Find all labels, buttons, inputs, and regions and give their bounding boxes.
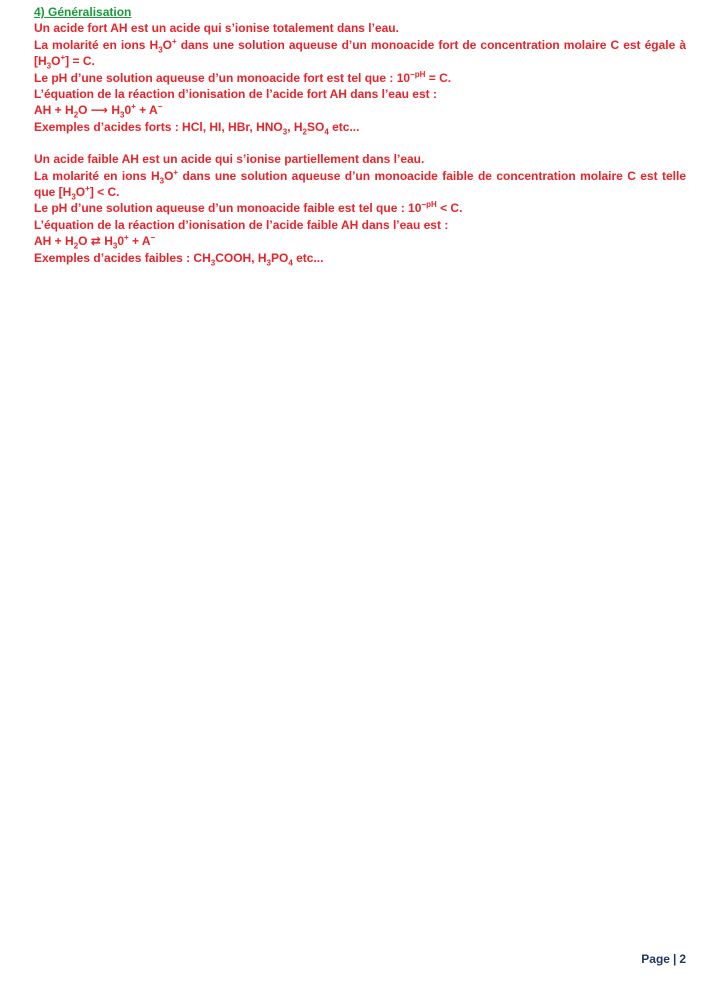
strong-acid-ph: Le pH d’une solution aqueuse d’un monoacide fort est tel que : $10^{-pH} = C$. bbox=[34, 69, 452, 85]
weak-acid-equation: AH + $H_2O$ ⇄ $H_30^+ + A^-$ bbox=[34, 233, 156, 251]
document-body bbox=[34, 4, 686, 266]
weak-acid-equation-intro: L’équation de la réaction d’ionisation de l’acide faible AH dans l’eau est : bbox=[34, 217, 449, 232]
page-separator: | bbox=[672, 952, 677, 966]
weak-acid-examples: Exemples d’acides faibles : $CH_3COOH$, $H_3PO_4$ etc... bbox=[34, 250, 324, 268]
paragraph-gap bbox=[34, 135, 686, 151]
strong-acid-definition: Un acide fort AH est un acide qui s’ionise totalement dans l’eau. bbox=[34, 21, 399, 36]
page-number: 2 bbox=[679, 952, 686, 966]
strong-acid-equation-intro: L’équation de la réaction d’ionisation de l’acide fort AH dans l’eau est : bbox=[34, 87, 437, 102]
weak-acid-definition: Un acide faible AH est un acide qui s’ionise partiellement dans l’eau. bbox=[34, 152, 425, 167]
page-label: Page bbox=[641, 952, 670, 966]
weak-acid-molarity: La molarité en ions $H_3O^+$ dans une solution aqueuse d’un monoacide faible de concentration molaire C est telle que $[H_3O^+] < C$. bbox=[34, 167, 687, 202]
weak-acid-ph: Le pH d’une solution aqueuse d’un monoacide faible est tel que : $10^{-pH} < C$. bbox=[34, 200, 463, 216]
section-heading: 4) Généralisation bbox=[34, 5, 132, 19]
strong-acid-molarity: La molarité en ions $H_3O^+$ dans une solution aqueuse d’un monoacide fort de concentration molaire C est égale à $[H_3O^+] = C$. bbox=[34, 36, 687, 71]
strong-acid-examples: Exemples d’acides forts : HCl, HI, HBr, $HNO_3$, $H_2SO_4$ etc... bbox=[34, 119, 360, 137]
strong-acid-equation: AH + $H_2O$ ⟶ $H_30^+ + A^-$ bbox=[34, 102, 163, 120]
page-footer bbox=[641, 952, 686, 966]
